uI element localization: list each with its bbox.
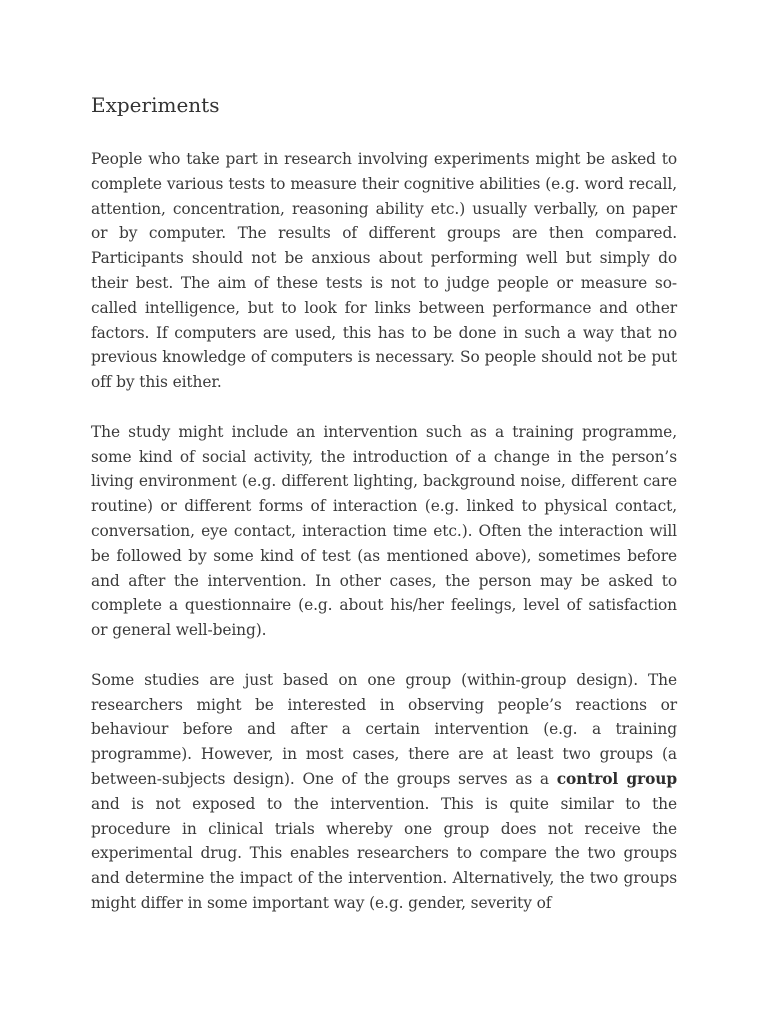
paragraph-2: The study might include an intervention such as a training programme, some kind of social activity, the introduction of a change in the person’s living environment (e.g. different lighting, background noise, different care routine) or different forms of interaction (e.g. linked to physical contact, conversation, eye contact, interaction time etc.). Often the interaction will be followed by some kind of test (as mentioned above), sometimes before and after the intervention. In other cases, the person may be asked to complete a questionnaire (e.g. about his/her feelings, level of satisfaction or general well-being). [91, 422, 677, 640]
paragraph-1: People who take part in research involving experiments might be asked to complete various tests to measure their cognitive abilities (e.g. word recall, attention, concentration, reasoning ability etc.) usually verbally, on paper or by computer. The results of different groups are then compared. Participants should not be anxious about performing well but simply do their best. The aim of these tests is not to judge people or measure so-called intelligence, but to look for links between performance and other factors. If computers are used, this has to be done in such a way that no previous knowledge of computers is necessary. So people should not be put off by this either. [91, 150, 677, 392]
control-group-term: control group [556, 769, 677, 788]
paragraph-3 [91, 668, 677, 916]
page-title: Experiments [91, 93, 220, 117]
paragraph-3-text-before: Some studies are just based on one group (within-group design). The researchers might be interested in observing people’s reactions or behaviour before and after a certain intervention (e.g. a training programme). However, in most cases, there are at least two groups (a between-subjects design). One of the groups serves as a [91, 670, 677, 788]
paragraph-3-text-after: and is not exposed to the intervention. This is quite similar to the procedure in clinical trials whereby one group does not receive the experimental drug. This enables researchers to compare the two groups and determine the impact of the intervention. Alternatively, the two groups might differ in some important way (e.g. gender, severity of [91, 794, 677, 912]
document-page [91, 88, 677, 941]
